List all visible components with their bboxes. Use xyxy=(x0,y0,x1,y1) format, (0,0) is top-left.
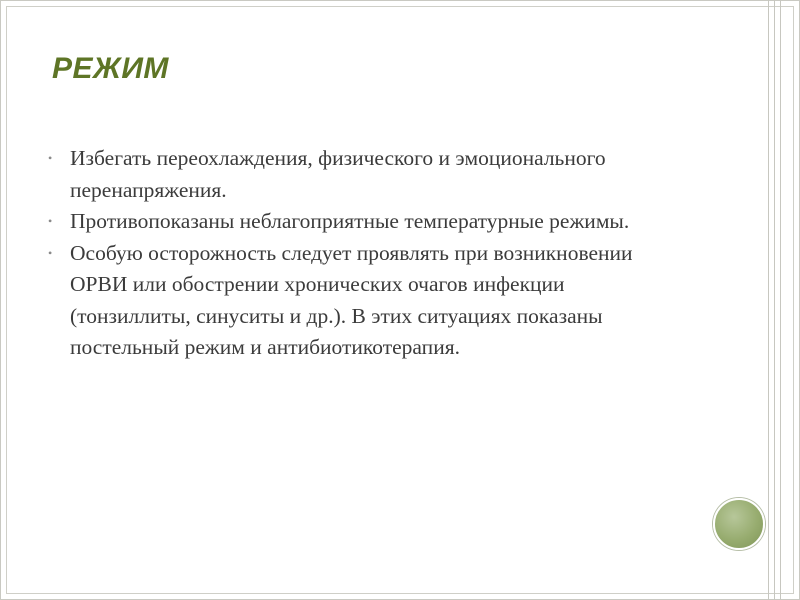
bullet-text: Избегать переохлаждения, физического и эмоционального перенапряжения. xyxy=(70,146,606,202)
right-border-line-3 xyxy=(780,0,781,600)
bullet-list xyxy=(48,143,688,364)
bullet-item xyxy=(48,143,688,206)
decorative-circle-icon xyxy=(713,498,765,550)
right-border-line-1 xyxy=(768,0,769,600)
bullet-marker: • xyxy=(48,245,53,260)
bullet-text: Особую осторожность следует проявлять при возникновении ОРВИ или обострении хронических очагов инфекции (тонзиллиты, синуситы и др.). В этих ситуациях показаны постельный режим и антибиотикотерапия. xyxy=(70,240,633,359)
slide-title: РЕЖИМ xyxy=(52,52,169,85)
bullet-item xyxy=(48,238,688,364)
bullet-marker: • xyxy=(48,214,53,228)
bullet-text: Противопоказаны неблагоприятные температурные режимы. xyxy=(70,209,630,233)
right-border-line-2 xyxy=(774,0,775,600)
bullet-marker: • xyxy=(48,151,53,165)
bullet-item xyxy=(48,206,688,238)
